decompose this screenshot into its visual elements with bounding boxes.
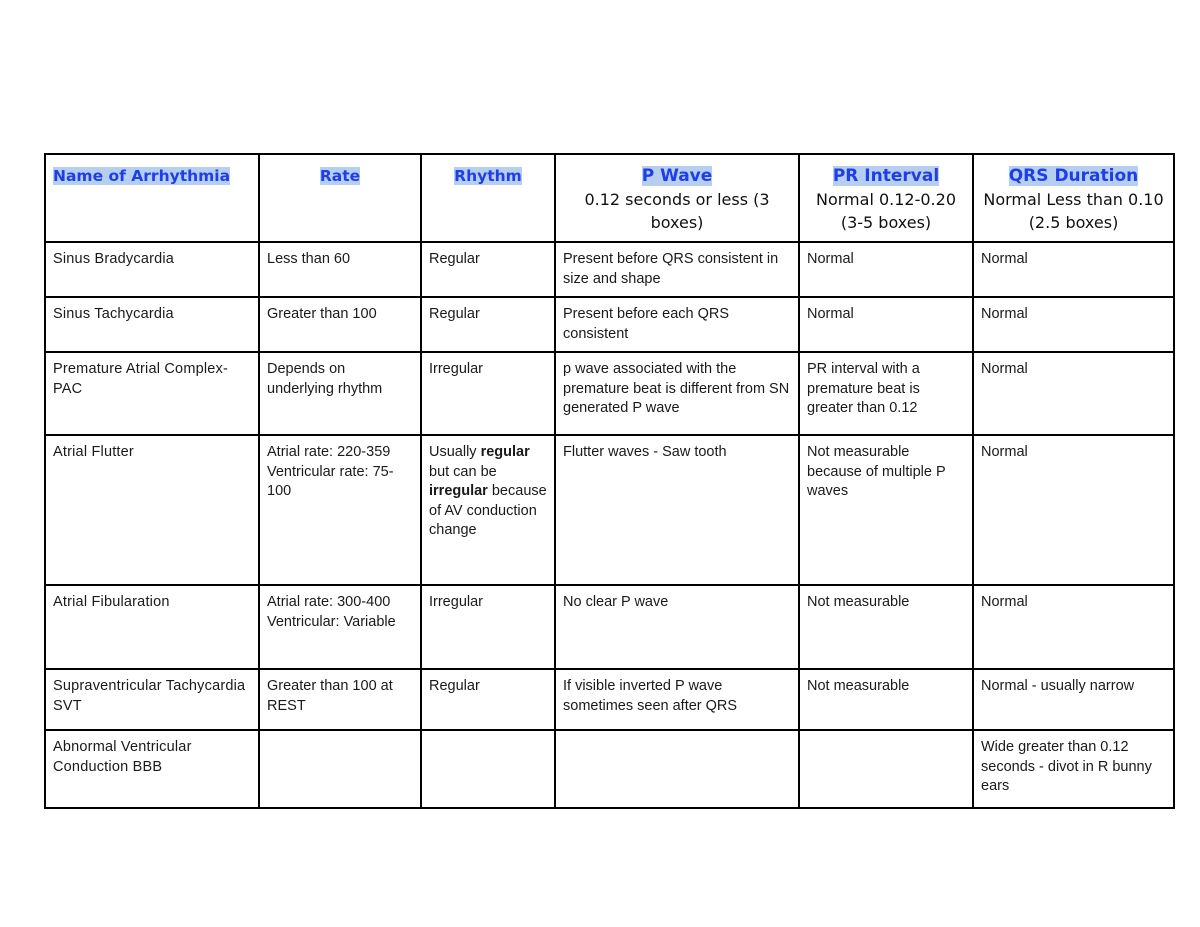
rhythm-cell: Regular [421,669,555,730]
table-row [45,352,1174,435]
rate-cell: Greater than 100 at REST [259,669,421,730]
qrs-cell: Normal [973,585,1174,669]
table-row [45,585,1174,669]
qrs-cell: Normal [973,297,1174,352]
rhythm-cell: Usually regular but can be irregular because of AV conduction change [421,435,555,585]
arrhythmia-name: Atrial Fibularation [45,585,259,669]
header-rhythm: Rhythm [421,154,555,242]
p-wave-cell: Present before each QRS consistent [555,297,799,352]
rhythm-emphasis: regular [480,444,530,460]
header-row [45,154,1174,242]
p-wave-cell: If visible inverted P wave sometimes seen after QRS [555,669,799,730]
qrs-cell: Wide greater than 0.12 seconds - divot in R bunny ears [973,730,1174,808]
pr-interval-cell [799,730,973,808]
rate-cell: Depends on underlying rhythm [259,352,421,435]
arrhythmia-name: Abnormal Ventricular Conduction BBB [45,730,259,808]
pr-interval-cell: Not measurable [799,585,973,669]
p-wave-cell: Present before QRS consistent in size and shape [555,242,799,297]
table-row [45,730,1174,808]
pr-interval-cell: Normal [799,242,973,297]
p-wave-cell: No clear P wave [555,585,799,669]
arrhythmia-name: Sinus Bradycardia [45,242,259,297]
rhythm-cell [421,730,555,808]
pr-interval-cell: Not measurable because of multiple P waves [799,435,973,585]
pr-interval-cell: Normal [799,297,973,352]
pr-interval-cell: PR interval with a premature beat is greater than 0.12 [799,352,973,435]
arrhythmia-name: Premature Atrial Complex-PAC [45,352,259,435]
rate-cell: Less than 60 [259,242,421,297]
qrs-cell: Normal - usually narrow [973,669,1174,730]
table-row [45,242,1174,297]
qrs-cell: Normal [973,435,1174,585]
header-p-wave: P Wave 0.12 seconds or less (3 boxes) [555,154,799,242]
table-row [45,435,1174,585]
header-pr-interval-sub: Normal 0.12-0.20 (3-5 boxes) [816,190,956,232]
pr-interval-cell: Not measurable [799,669,973,730]
header-rate: Rate [259,154,421,242]
header-qrs-duration-sub: Normal Less than 0.10 (2.5 boxes) [983,190,1164,232]
arrhythmia-name: Atrial Flutter [45,435,259,585]
rate-cell: Greater than 100 [259,297,421,352]
rhythm-emphasis: irregular [429,483,488,499]
qrs-cell: Normal [973,242,1174,297]
arrhythmia-name: Supraventricular Tachycardia SVT [45,669,259,730]
rate-cell: Atrial rate: 300-400 Ventricular: Variable [259,585,421,669]
header-qrs-duration: QRS Duration Normal Less than 0.10 (2.5 boxes) [973,154,1174,242]
arrhythmia-name: Sinus Tachycardia [45,297,259,352]
rhythm-cell: Irregular [421,585,555,669]
header-p-wave-sub: 0.12 seconds or less (3 boxes) [584,190,770,232]
p-wave-cell: Flutter waves - Saw tooth [555,435,799,585]
table-row [45,297,1174,352]
header-pr-interval: PR Interval Normal 0.12-0.20 (3-5 boxes) [799,154,973,242]
table-row [45,669,1174,730]
rate-cell: Atrial rate: 220-359 Ventricular rate: 75-100 [259,435,421,585]
rhythm-cell: Regular [421,297,555,352]
rhythm-cell: Irregular [421,352,555,435]
p-wave-cell: p wave associated with the premature beat is different from SN generated P wave [555,352,799,435]
rhythm-cell: Regular [421,242,555,297]
header-name: Name of Arrhythmia [45,154,259,242]
arrhythmia-table [44,153,1175,809]
p-wave-cell [555,730,799,808]
qrs-cell: Normal [973,352,1174,435]
rate-cell [259,730,421,808]
